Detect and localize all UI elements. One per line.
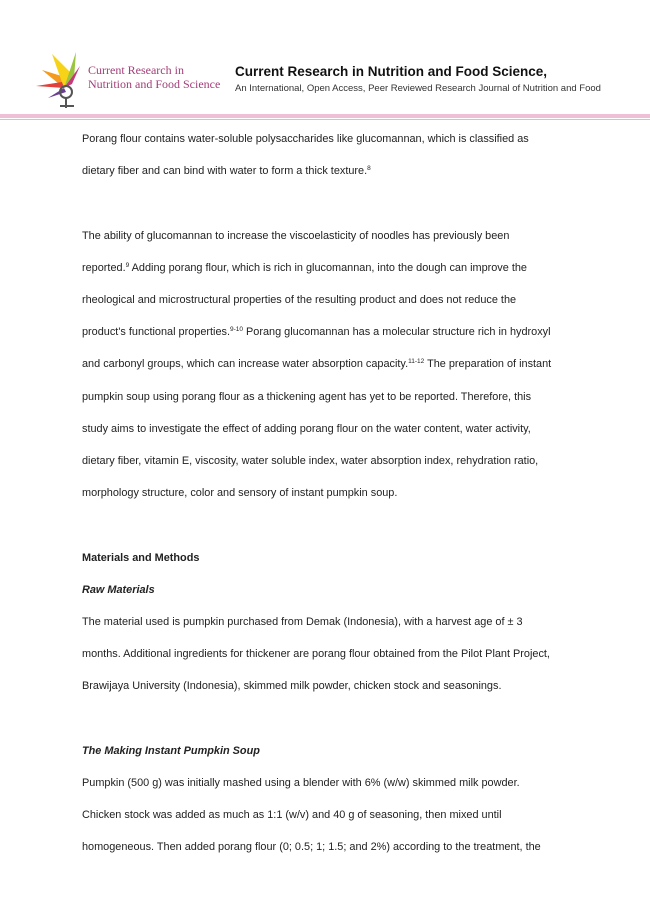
section-heading: Materials and Methods	[82, 551, 200, 564]
page-header	[0, 0, 650, 125]
text-line: The material used is pumpkin purchased from Demak (Indonesia), with a harvest age of ± 3	[82, 616, 523, 629]
header-divider-grey	[0, 119, 650, 120]
logo-flower-icon	[34, 48, 94, 110]
paragraph-gap	[82, 703, 622, 735]
logo-text-line1: Current Research in	[88, 63, 184, 77]
text-line: months. Additional ingredients for thickener are porang flour obtained from the Pilot Plant Project,	[82, 648, 550, 661]
article-body	[82, 123, 622, 864]
text-line: Porang flour contains water-soluble polysaccharides like glucomannan, which is classified as	[82, 133, 529, 145]
subsection-raw-materials	[82, 574, 622, 606]
text-run: Porang glucomannan has a molecular structure rich in hydroxyl	[243, 326, 551, 339]
text-run: product's functional properties.	[82, 326, 230, 339]
text-run: and carbonyl groups, which can increase water absorption capacity.	[82, 358, 409, 371]
text-run: The preparation of instant	[424, 358, 552, 371]
subsection-making-soup	[82, 735, 622, 767]
paragraph-raw-materials	[82, 606, 622, 703]
text-line: Pumpkin (500 g) was initially mashed using a blender with 6% (w/w) skimmed milk powder.	[82, 777, 520, 790]
section-heading-materials-methods	[82, 542, 622, 574]
paragraph-gap	[82, 509, 622, 541]
paragraph-porang-flour	[82, 123, 622, 187]
text-line: Chicken stock was added as much as 1:1 (w/v) and 40 g of seasoning, then mixed until	[82, 809, 502, 822]
citation-ref: 11-12	[408, 358, 425, 366]
text-line: dietary fiber, vitamin E, viscosity, water soluble index, water absorption index, rehydration ratio,	[82, 455, 539, 468]
subsection-heading: The Making Instant Pumpkin Soup	[82, 744, 260, 757]
text-run: dietary fiber and can bind with water to form a thick texture.	[82, 165, 368, 178]
text-line: study aims to investigate the effect of adding porang flour on the water content, water activity,	[82, 422, 531, 435]
text-line: rheological and microstructural properties of the resulting product and does not reduce the	[82, 294, 517, 306]
logo-wordmark	[88, 63, 220, 91]
text-line	[82, 316, 622, 348]
citation-ref: 9-10	[229, 326, 243, 334]
text-line: homogeneous. Then added porang flour (0; 0.5; 1; 1.5; and 2%) according to the treatment, the	[82, 841, 541, 854]
text-run: Adding porang flour, which is rich in glucomannan, into the dough can improve the	[129, 261, 527, 274]
text-line: pumpkin soup using porang flour as a thickening agent has yet to be reported. Therefore, this	[82, 390, 532, 403]
subsection-heading: Raw Materials	[82, 583, 155, 596]
text-line	[82, 348, 622, 380]
journal-subtitle: An International, Open Access, Peer Reviewed Research Journal of Nutrition and Food	[235, 83, 601, 94]
journal-title: Current Research in Nutrition and Food Science,	[235, 64, 548, 79]
paragraph-making-soup	[82, 767, 622, 864]
journal-logo	[34, 48, 234, 110]
text-line: morphology structure, color and sensory of instant pumpkin soup.	[82, 487, 398, 500]
text-line: The ability of glucomannan to increase the viscoelasticity of noodles has previously been	[82, 229, 510, 242]
text-line	[82, 252, 622, 284]
logo-text-line2: Nutrition and Food Science	[88, 77, 221, 91]
citation-ref: 9	[125, 261, 130, 269]
text-line	[82, 155, 622, 187]
paragraph-gap	[82, 187, 622, 219]
citation-ref: 8	[367, 165, 371, 173]
paragraph-glucomannan	[82, 220, 622, 510]
header-divider-pink	[0, 114, 650, 118]
text-line: Brawijaya University (Indonesia), skimmed milk powder, chicken stock and seasonings.	[82, 680, 502, 693]
text-run: reported.	[82, 261, 126, 274]
